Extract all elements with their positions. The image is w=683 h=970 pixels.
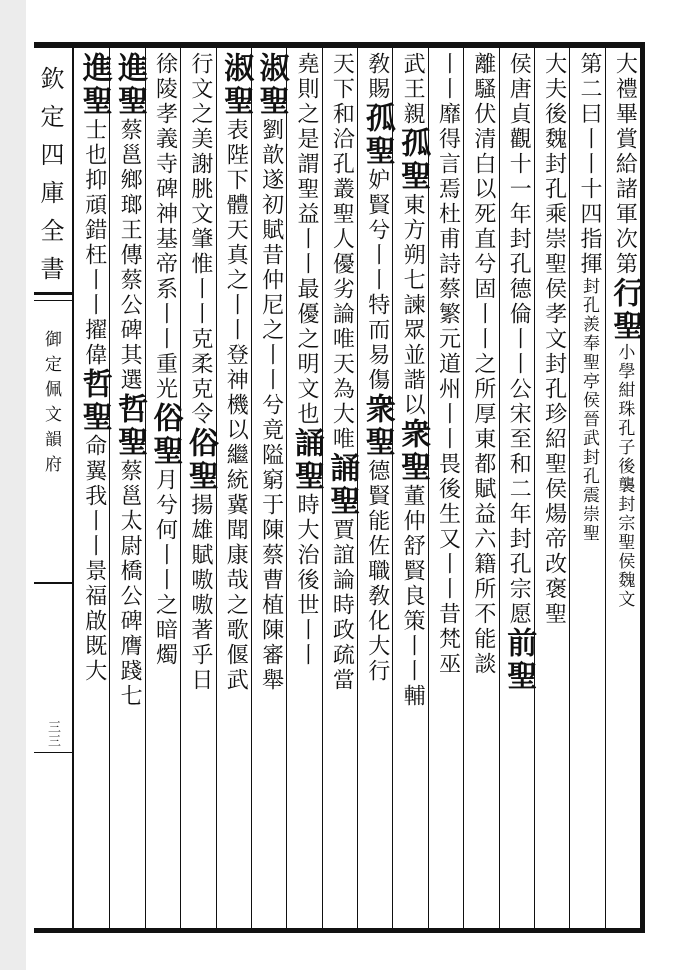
text-run: 大禮畢賞給諸軍次第 (612, 52, 638, 277)
headword: 淑聖 (218, 52, 254, 118)
small-note: 小學紺珠孔子後襲封宗聖侯魏文 (614, 343, 635, 609)
volume-title: 御定佩文韻府 (41, 330, 61, 480)
text-run: 離騷伏清白以死直兮固丨丨之所厚東都賦益六籍所不能談 (470, 52, 496, 677)
text-run: 堯則之是謂聖益丨丨最優之明文也 (293, 52, 319, 427)
headword: 行聖 (607, 277, 643, 343)
headword: 孤聖 (395, 127, 431, 193)
text-run: 月兮何丨丨之暗燭 (152, 468, 178, 668)
top-border (34, 42, 644, 48)
binding-shadow (0, 0, 26, 970)
text-run: 大夫後魏封孔乘崇聖侯孝文封孔珍紹聖侯煬帝改褒聖 (541, 52, 567, 627)
text-run: 妒賢兮丨丨特而易傷 (364, 168, 390, 393)
text-run: 表陛下體天真之丨丨登神機以繼統冀聞康哉之歌偃武 (223, 118, 249, 693)
small-note: 封孔羨奉聖亭侯晉武封孔震崇聖 (578, 277, 599, 543)
text-run: 董仲舒賢良策丨丨輔 (400, 484, 426, 709)
margin-rule-3 (34, 582, 72, 584)
headword: 誦聖 (324, 452, 360, 518)
headword: 俗聖 (147, 402, 183, 468)
margin-rule-4 (34, 752, 72, 753)
text-run: 賈誼論時政疏當 (329, 518, 355, 693)
text-run: 德賢能佐職敎化大行 (364, 459, 390, 684)
headword: 俗聖 (182, 427, 218, 493)
headword: 進聖 (76, 52, 112, 118)
headword: 進聖 (112, 52, 148, 118)
text-run: 時大治後世丨丨 (293, 493, 319, 668)
text-run: 徐陵孝義寺碑神基帝系丨丨重光 (152, 52, 178, 402)
headword: 淑聖 (253, 52, 289, 118)
headword: 哲聖 (112, 393, 148, 459)
text-run: 命翼我丨丨景福啟既大 (81, 434, 107, 684)
headword: 衆聖 (395, 418, 431, 484)
text-run: 敎賜 (364, 52, 390, 102)
text-run: 侯唐貞觀十一年封孔德倫丨丨公宋至和二年封孔宗愿 (506, 52, 532, 627)
headword: 哲聖 (76, 368, 112, 434)
text-run: 第二曰丨丨十四指揮 (576, 52, 602, 277)
text-run: 丨丨靡得言焉杜甫詩蔡繁元道州丨丨畏後生又丨丨昔梵巫 (435, 52, 461, 677)
text-run: 蔡邕太尉橋公碑膺踐七 (117, 459, 143, 709)
text-run: 蔡邕鄉瑯王傳蔡公碑其選 (117, 118, 143, 393)
text-run: 武王親 (400, 52, 426, 127)
headword: 孤聖 (359, 102, 395, 168)
text-run: 天下和洽孔叢聖人優劣論唯天為大唯 (329, 52, 355, 452)
text-run: 士也抑頑錯枉丨丨擢偉 (81, 118, 107, 368)
text-run: 劉歆遂初賦昔仲尼之丨丨兮竟隘窮于陳蔡曹植陳審舉 (258, 118, 284, 693)
text-run: 揚雄賦嗷嗷著乎日 (187, 493, 213, 693)
text-run: 東方朔七諫眾並諧以 (400, 193, 426, 418)
text-column (72, 52, 116, 930)
page-number: 三三 (45, 720, 60, 748)
text-run: 行文之美謝朓文肇惟丨丨克柔克令 (187, 52, 213, 427)
headword: 誦聖 (288, 427, 324, 493)
headword: 前聖 (501, 627, 537, 693)
margin-rule-2 (34, 300, 72, 301)
headword: 衆聖 (359, 393, 395, 459)
book-title: 欽定四庫全書 (36, 66, 64, 294)
